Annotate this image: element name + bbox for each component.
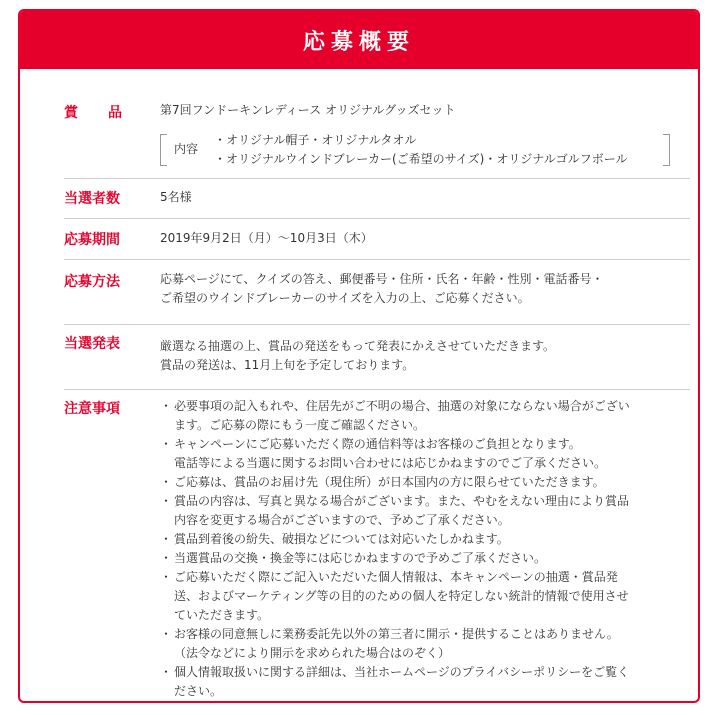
page-title: 応募概要 xyxy=(20,11,698,69)
prize-value xyxy=(160,101,686,120)
note-line: 必要事項の記入もれや、住居先がご不明の場合、抽選の対象にならない場合がござい xyxy=(174,399,630,413)
prize-contents-list xyxy=(214,131,628,169)
prize-label-char: 賞 xyxy=(64,105,78,121)
list-item xyxy=(160,473,690,492)
winners-count: 5名様 xyxy=(160,190,192,204)
note-line: 送、およびマーケティング等の目的のための個人を特定しない統計的情報で使用させ xyxy=(174,589,629,603)
list-item xyxy=(160,435,690,473)
bullet: ・ xyxy=(160,437,173,451)
note-line: 内容を変更する場合がございますので、予めご了承ください。 xyxy=(174,513,510,527)
note-line: ます。ご応募の際にもう一度ご確認ください。 xyxy=(174,418,426,432)
period-dates: 2019年9月2日（月）～10月3日（木） xyxy=(160,231,373,245)
list-item: ・オリジナル帽子・オリジナルタオル xyxy=(214,133,417,147)
list-item xyxy=(160,549,690,568)
list-item xyxy=(160,530,690,549)
period-value xyxy=(160,229,686,248)
bracket-right xyxy=(663,134,670,166)
list-item xyxy=(160,492,690,530)
list-item xyxy=(160,568,690,625)
list-item: ・オリジナルウインドブレーカー(ご希望のサイズ)・オリジナルゴルフボール xyxy=(214,152,628,166)
note-text xyxy=(174,473,605,492)
method-row xyxy=(64,259,690,325)
announcement-line: 賞品の発送は、11月上旬を予定しております。 xyxy=(160,358,415,372)
application-summary-panel xyxy=(18,9,700,703)
list-item xyxy=(160,663,690,701)
announcement-line: 厳選なる抽選の上、賞品の発送をもって発表にかえさせていただきます。 xyxy=(160,339,556,353)
note-text xyxy=(174,568,629,625)
note-line: お客様の同意無しに業務委託先以外の第三者に開示・提供することはありません。 xyxy=(174,627,619,641)
note-text xyxy=(174,435,606,473)
note-text xyxy=(174,530,509,549)
method-value xyxy=(160,270,686,308)
note-text xyxy=(174,397,630,435)
list-item xyxy=(160,625,690,663)
prize-label xyxy=(64,102,122,122)
notes-row xyxy=(64,389,690,698)
notes-list xyxy=(160,397,690,701)
bracket-left xyxy=(160,134,167,166)
note-text xyxy=(174,625,619,663)
winners-value xyxy=(160,188,686,207)
note-line: （法令などにより開示を求められた場合はのぞく） xyxy=(174,646,451,660)
winners-label: 当選者数 xyxy=(64,191,120,207)
bullet: ・ xyxy=(160,551,173,565)
prize-label-char: 品 xyxy=(108,105,122,121)
method-label: 応募方法 xyxy=(64,274,120,290)
bullet: ・ xyxy=(160,665,173,679)
bullet: ・ xyxy=(160,570,173,584)
winners-row xyxy=(64,178,690,219)
note-line: キャンペーンにご応募いただく際の通信料等はお客様のご負担となります。 xyxy=(174,437,581,451)
bullet: ・ xyxy=(160,475,173,489)
list-item xyxy=(160,397,690,435)
note-line: 賞品到着後の紛失、破損などについては対応いたしかねます。 xyxy=(174,532,509,546)
period-row xyxy=(64,218,690,260)
prize-contents xyxy=(160,133,670,167)
note-line: 電話等による当選に関するお問い合わせには応じかねますのでご了承ください。 xyxy=(174,456,607,470)
note-line: 賞品の内容は、写真と異なる場合がございます。また、やむをえない理由により賞品 xyxy=(174,494,630,508)
note-line: ていただきます。 xyxy=(174,608,270,622)
note-line: 当選賞品の交換・換金等には応じかねますので予めご了承ください。 xyxy=(174,551,547,565)
note-line: ださい。 xyxy=(174,684,223,698)
announcement-label: 当選発表 xyxy=(64,336,120,352)
prize-name: 第7回フンドーキンレディース オリジナルグッズセット xyxy=(160,103,456,117)
note-line: ご応募は、賞品のお届け先（現住所）が日本国内の方に限らせていただきます。 xyxy=(174,475,605,489)
bullet: ・ xyxy=(160,399,173,413)
period-label: 応募期間 xyxy=(64,232,120,248)
method-line: ご希望のウインドブレーカーのサイズを入力の上、ご応募ください。 xyxy=(160,291,530,305)
prize-row xyxy=(64,99,690,179)
note-line: 個人情報取扱いに関する詳細は、当社ホームページのプライバシーポリシーをご覧く xyxy=(174,665,630,679)
method-line: 応募ページにて、クイズの答え、郵便番号・住所・氏名・年齢・性別・電話番号・ xyxy=(160,272,604,286)
notes-label: 注意事項 xyxy=(64,401,120,417)
prize-contents-label: 内容 xyxy=(174,142,199,156)
note-line: ご応募いただく際にご記入いただいた個人情報は、本キャンペーンの抽選・賞品発 xyxy=(174,570,618,584)
note-text xyxy=(174,549,546,568)
announcement-value xyxy=(160,337,686,375)
note-text xyxy=(174,492,629,530)
announcement-row xyxy=(64,324,690,390)
bullet: ・ xyxy=(160,627,173,641)
note-text xyxy=(174,663,629,701)
bullet: ・ xyxy=(160,494,173,508)
bullet: ・ xyxy=(160,532,173,546)
